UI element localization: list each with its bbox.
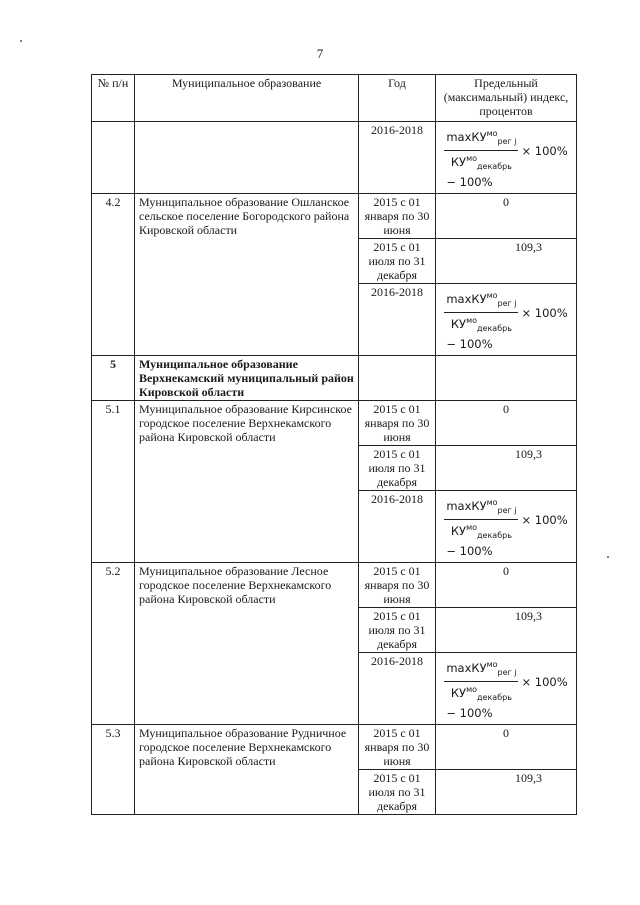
year-cell: 2015 с 01 июля по 31 декабря	[359, 446, 436, 491]
index-value: 109,3	[436, 239, 577, 284]
formula-numerator: maxКУ$^{мо}_{рег j}$	[444, 127, 518, 151]
year-cell: 2016-2018	[359, 284, 436, 356]
formula-fraction	[444, 658, 518, 705]
municipality-name: Муниципальное образование Кирсинское городское поселение Верхнекамского района Кировской области	[135, 401, 359, 563]
table-row	[92, 122, 577, 194]
formula-subtrahend: − 100%	[446, 337, 493, 351]
formula-multiplier: × 100%	[521, 143, 568, 158]
index-formula	[444, 658, 567, 720]
municipality-name: Муниципальное образование Лесное городское поселение Верхнекамского района Кировской области	[135, 563, 359, 725]
year-cell: 2015 с 01 июля по 31 декабря	[359, 770, 436, 815]
table-row	[92, 401, 577, 446]
index-value: 0	[436, 563, 577, 608]
row-number: 5	[92, 356, 135, 401]
formula-denominator: $КУ^{мо}_{декабрь}$	[450, 316, 512, 333]
table-row	[92, 725, 577, 770]
municipality-name: Муниципальное образование Рудничное городское поселение Верхнекамского района Кировской области	[135, 725, 359, 815]
year-cell: 2015 с 01 июля по 31 декабря	[359, 608, 436, 653]
index-value: 0	[436, 401, 577, 446]
index-formula	[444, 127, 567, 189]
formula-cell	[436, 122, 577, 194]
year-cell: 2015 с 01 января по 30 июня	[359, 725, 436, 770]
formula-multiplier: × 100%	[521, 512, 568, 527]
formula-subtrahend: − 100%	[446, 175, 493, 189]
row-number: 5.3	[92, 725, 135, 815]
index-value: 109,3	[436, 446, 577, 491]
index-value: 109,3	[436, 770, 577, 815]
header-municipality: Муниципальное образование	[135, 75, 359, 122]
index-value: 109,3	[436, 608, 577, 653]
formula-denominator: $КУ^{мо}_{декабрь}$	[450, 154, 512, 171]
table-row	[92, 563, 577, 608]
year-cell: 2016-2018	[359, 122, 436, 194]
year-cell: 2016-2018	[359, 653, 436, 725]
scan-speck	[607, 556, 609, 558]
header-index: Предельный (максимальный) индекс, процентов	[436, 75, 577, 122]
scan-speck	[20, 40, 22, 42]
formula-denominator: $КУ^{мо}_{декабрь}$	[450, 685, 512, 702]
index-table	[91, 74, 577, 815]
year-cell: 2015 с 01 января по 30 июня	[359, 563, 436, 608]
formula-fraction	[444, 127, 518, 174]
formula-multiplier: × 100%	[521, 305, 568, 320]
formula-numerator: maxКУ$^{мо}_{рег j}$	[444, 658, 518, 682]
index-formula	[444, 289, 567, 351]
year-cell: 2015 с 01 января по 30 июня	[359, 194, 436, 239]
formula-cell	[436, 491, 577, 563]
row-number: 5.1	[92, 401, 135, 563]
formula-subtrahend: − 100%	[446, 544, 493, 558]
table-row	[92, 356, 577, 401]
index-value: 0	[436, 725, 577, 770]
formula-cell	[436, 284, 577, 356]
formula-multiplier: × 100%	[521, 674, 568, 689]
formula-cell	[436, 653, 577, 725]
formula-numerator: maxКУ$^{мо}_{рег j}$	[444, 496, 518, 520]
row-number: 5.2	[92, 563, 135, 725]
header-year: Год	[359, 75, 436, 122]
formula-fraction	[444, 289, 518, 336]
municipality-name: Муниципальное образование Ошланское сельское поселение Богородского района Кировской области	[135, 194, 359, 356]
year-cell: 2016-2018	[359, 491, 436, 563]
year-cell: 2015 с 01 января по 30 июня	[359, 401, 436, 446]
index-formula	[444, 496, 567, 558]
formula-denominator: $КУ^{мо}_{декабрь}$	[450, 523, 512, 540]
header-num: № п/н	[92, 75, 135, 122]
formula-numerator: maxКУ$^{мо}_{рег j}$	[444, 289, 518, 313]
formula-fraction	[444, 496, 518, 543]
page-number: 7	[316, 46, 324, 61]
year-cell: 2015 с 01 июля по 31 декабря	[359, 239, 436, 284]
table-header-row	[92, 75, 577, 122]
table-row	[92, 194, 577, 239]
municipality-name: Муниципальное образование Верхнекамский муниципальный район Кировской области	[135, 356, 359, 401]
index-value: 0	[436, 194, 577, 239]
formula-subtrahend: − 100%	[446, 706, 493, 720]
row-number: 4.2	[92, 194, 135, 356]
